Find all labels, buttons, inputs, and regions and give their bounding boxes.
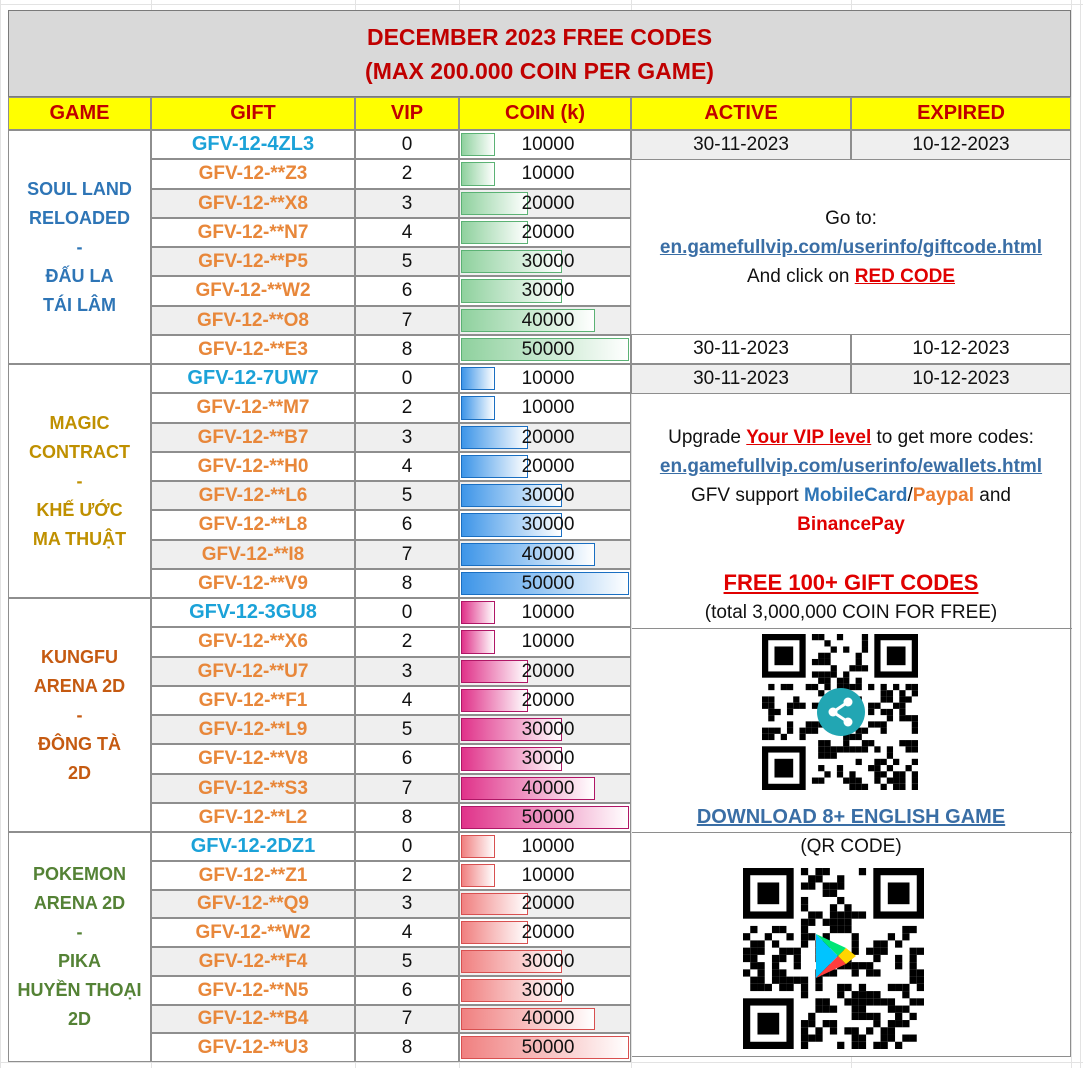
vip-level: 7 bbox=[355, 306, 459, 335]
gift-code[interactable]: GFV-12-**O8 bbox=[151, 306, 355, 335]
click-line bbox=[747, 262, 955, 291]
header-coin: COIN (k) bbox=[459, 97, 631, 130]
coin-cell bbox=[459, 976, 631, 1005]
date-active-soul-1: 30-11-2023 bbox=[631, 130, 851, 160]
vip-level: 5 bbox=[355, 947, 459, 976]
vip-level: 0 bbox=[355, 598, 459, 627]
vip-level: 6 bbox=[355, 744, 459, 774]
coin-cell bbox=[459, 803, 631, 832]
goto-text: Go to: bbox=[825, 207, 877, 229]
coin-cell bbox=[459, 890, 631, 918]
coin-value: 20000 bbox=[521, 221, 575, 243]
coin-cell bbox=[459, 364, 631, 393]
game-name-line: SOUL LAND bbox=[27, 178, 132, 199]
google-play-icon bbox=[808, 930, 860, 982]
date-expired-magic: 10-12-2023 bbox=[851, 364, 1071, 394]
coin-cell bbox=[459, 947, 631, 976]
vip-level: 7 bbox=[355, 1005, 459, 1033]
coin-value: 10000 bbox=[521, 631, 575, 652]
free-codes-block bbox=[632, 568, 1071, 628]
gift-code[interactable]: GFV-12-**V8 bbox=[151, 744, 355, 774]
date-active-magic: 30-11-2023 bbox=[631, 364, 851, 394]
coin-value: 30000 bbox=[521, 250, 575, 272]
game-name-line: ĐÔNG TÀ bbox=[38, 733, 121, 754]
coin-cell bbox=[459, 627, 631, 657]
header-active: ACTIVE bbox=[631, 97, 851, 130]
gift-code[interactable]: GFV-12-**E3 bbox=[151, 335, 355, 364]
red-code-text: RED CODE bbox=[854, 265, 956, 287]
vip-level: 7 bbox=[355, 774, 459, 803]
coin-cell bbox=[459, 423, 631, 452]
vip-level: 5 bbox=[355, 247, 459, 276]
title-line-1: DECEMBER 2023 FREE CODES bbox=[366, 23, 713, 50]
coin-cell bbox=[459, 744, 631, 774]
vip-level: 8 bbox=[355, 1033, 459, 1062]
coin-cell bbox=[459, 247, 631, 276]
game-name-line: - bbox=[76, 236, 83, 257]
coin-value: 10000 bbox=[521, 163, 575, 184]
gift-code[interactable]: GFV-12-**Z3 bbox=[151, 159, 355, 189]
support-line bbox=[691, 481, 1011, 510]
coin-cell bbox=[459, 306, 631, 335]
gift-code[interactable]: GFV-12-**L2 bbox=[151, 803, 355, 832]
coin-value: 50000 bbox=[521, 806, 575, 828]
game-name-line: CONTRACT bbox=[29, 441, 130, 462]
vip-level: 2 bbox=[355, 393, 459, 423]
vip-level: 0 bbox=[355, 832, 459, 861]
gift-code[interactable]: GFV-12-**N7 bbox=[151, 218, 355, 247]
coin-cell bbox=[459, 510, 631, 540]
gift-code[interactable]: GFV-12-2DZ1 bbox=[151, 832, 355, 861]
game-name-line: HUYỀN THOẠI bbox=[17, 980, 142, 1000]
coin-value: 20000 bbox=[521, 426, 575, 448]
coin-value: 30000 bbox=[521, 718, 575, 740]
gift-code[interactable]: GFV-12-**N5 bbox=[151, 976, 355, 1005]
upgrade-prefix: Upgrade bbox=[668, 427, 747, 448]
game-name-line: 2D bbox=[67, 1009, 91, 1029]
coin-cell bbox=[459, 481, 631, 510]
game-name-3 bbox=[8, 832, 151, 1062]
title-line-2: (MAX 200.000 COIN PER GAME) bbox=[365, 57, 714, 84]
gift-code[interactable]: GFV-12-**P5 bbox=[151, 247, 355, 276]
coin-cell bbox=[459, 686, 631, 715]
vip-level: 3 bbox=[355, 189, 459, 218]
binancepay-text: BinancePay bbox=[797, 514, 905, 535]
game-name-line: RELOADED bbox=[28, 207, 130, 228]
vip-level: 5 bbox=[355, 715, 459, 744]
game-name-line: ARENA 2D bbox=[33, 893, 126, 913]
coin-value: 40000 bbox=[521, 543, 575, 565]
gift-code[interactable]: GFV-12-**W2 bbox=[151, 276, 355, 306]
game-name-line: ARENA 2D bbox=[33, 675, 126, 696]
upgrade-line bbox=[668, 423, 1034, 452]
game-name-line: - bbox=[76, 922, 83, 942]
gift-code[interactable]: GFV-12-4ZL3 bbox=[151, 130, 355, 159]
coin-value: 20000 bbox=[521, 921, 575, 943]
gift-code[interactable]: GFV-12-7UW7 bbox=[151, 364, 355, 393]
vip-level: 4 bbox=[355, 452, 459, 481]
vip-level: 8 bbox=[355, 335, 459, 364]
vip-level: 3 bbox=[355, 423, 459, 452]
gift-code[interactable]: GFV-12-**U7 bbox=[151, 657, 355, 686]
coin-value: 10000 bbox=[521, 397, 575, 418]
game-name-line: MAGIC bbox=[49, 412, 110, 433]
ewallets-link[interactable]: en.gamefullvip.com/userinfo/ewallets.html bbox=[659, 456, 1043, 477]
game-name-2 bbox=[8, 598, 151, 832]
gift-code[interactable]: GFV-12-**X6 bbox=[151, 627, 355, 657]
vip-level: 0 bbox=[355, 130, 459, 159]
vip-level: 4 bbox=[355, 918, 459, 947]
vip-level: 8 bbox=[355, 803, 459, 832]
coin-value: 20000 bbox=[521, 455, 575, 477]
and-text: and bbox=[974, 485, 1011, 506]
coin-value: 50000 bbox=[521, 572, 575, 594]
coin-value: 40000 bbox=[521, 777, 575, 799]
vip-level: 2 bbox=[355, 861, 459, 890]
vip-level: 6 bbox=[355, 276, 459, 306]
game-name-line: POKEMON bbox=[32, 864, 126, 884]
gift-code[interactable]: GFV-12-**I8 bbox=[151, 540, 355, 569]
vip-level: 4 bbox=[355, 686, 459, 715]
coin-cell bbox=[459, 918, 631, 947]
coin-value: 20000 bbox=[521, 893, 575, 914]
giftcode-link[interactable]: en.gamefullvip.com/userinfo/giftcode.html bbox=[659, 236, 1043, 258]
coin-cell bbox=[459, 832, 631, 861]
game-name-line: KHẾ ƯỚC bbox=[36, 499, 123, 520]
coin-cell bbox=[459, 276, 631, 306]
vip-level: 3 bbox=[355, 657, 459, 686]
coin-cell bbox=[459, 189, 631, 218]
vip-level: 0 bbox=[355, 364, 459, 393]
coin-value: 50000 bbox=[521, 338, 575, 360]
game-name-line: - bbox=[76, 704, 83, 725]
gift-code[interactable]: GFV-12-**B7 bbox=[151, 423, 355, 452]
game-name-line: ĐẤU LA bbox=[45, 265, 114, 286]
game-name-line: PIKA bbox=[57, 951, 101, 971]
gift-code[interactable]: GFV-12-**Z1 bbox=[151, 861, 355, 890]
coin-value: 40000 bbox=[521, 309, 575, 331]
coin-cell bbox=[459, 774, 631, 803]
click-prefix: And click on bbox=[746, 265, 855, 287]
free-codes-total: (total 3,000,000 COIN FOR FREE) bbox=[704, 602, 998, 623]
game-name-line: TÁI LÂM bbox=[43, 294, 116, 315]
gift-code[interactable]: GFV-12-**B4 bbox=[151, 1005, 355, 1033]
coin-value: 20000 bbox=[521, 689, 575, 711]
coin-cell bbox=[459, 159, 631, 189]
vip-level: 8 bbox=[355, 569, 459, 598]
coin-cell bbox=[459, 598, 631, 627]
coin-cell bbox=[459, 569, 631, 598]
coin-value: 30000 bbox=[521, 950, 575, 972]
game-name-line: - bbox=[76, 470, 83, 491]
game-name-line: KUNGFU bbox=[41, 646, 118, 667]
coin-value: 10000 bbox=[521, 133, 575, 155]
coin-value: 40000 bbox=[521, 1008, 575, 1029]
game-name-line: MA THUẬT bbox=[32, 528, 127, 549]
coin-cell bbox=[459, 130, 631, 159]
header-game: GAME bbox=[8, 97, 151, 130]
gift-code[interactable]: GFV-12-**H0 bbox=[151, 452, 355, 481]
coin-value: 50000 bbox=[521, 1036, 575, 1058]
gift-code[interactable]: GFV-12-**X8 bbox=[151, 189, 355, 218]
your-vip-level-text: Your VIP level bbox=[746, 427, 872, 448]
header-expired: EXPIRED bbox=[851, 97, 1071, 130]
free-codes-title[interactable]: FREE 100+ GIFT CODES bbox=[723, 570, 979, 595]
coin-cell bbox=[459, 218, 631, 247]
vip-level: 7 bbox=[355, 540, 459, 569]
sheet-title bbox=[8, 10, 1071, 97]
coin-value: 10000 bbox=[521, 864, 575, 886]
game-name-0 bbox=[8, 130, 151, 364]
support-prefix: GFV support bbox=[691, 485, 804, 506]
coin-value: 30000 bbox=[521, 484, 575, 506]
coin-value: 30000 bbox=[521, 514, 575, 535]
date-active-soul-2: 30-11-2023 bbox=[631, 334, 851, 364]
giftcode-instructions bbox=[632, 160, 1071, 334]
vip-level: 6 bbox=[355, 976, 459, 1005]
vip-level: 2 bbox=[355, 159, 459, 189]
game-name-1 bbox=[8, 364, 151, 598]
vip-upgrade-info bbox=[632, 394, 1071, 568]
date-expired-soul-1: 10-12-2023 bbox=[851, 130, 1071, 160]
share-icon bbox=[815, 686, 867, 738]
vip-level: 6 bbox=[355, 510, 459, 540]
qr-code-caption: (QR CODE) bbox=[800, 836, 902, 857]
download-games-link[interactable]: DOWNLOAD 8+ ENGLISH GAME bbox=[696, 806, 1006, 828]
coin-cell bbox=[459, 393, 631, 423]
coin-value: 10000 bbox=[521, 835, 575, 857]
vip-level: 2 bbox=[355, 627, 459, 657]
coin-cell bbox=[459, 335, 631, 364]
vip-level: 3 bbox=[355, 890, 459, 918]
gift-code[interactable]: GFV-12-**F1 bbox=[151, 686, 355, 715]
coin-value: 20000 bbox=[521, 660, 575, 682]
gift-code[interactable]: GFV-12-**V9 bbox=[151, 569, 355, 598]
gift-code[interactable]: GFV-12-**Q9 bbox=[151, 890, 355, 918]
coin-value: 30000 bbox=[521, 979, 575, 1001]
coin-cell bbox=[459, 452, 631, 481]
gift-code[interactable]: GFV-12-**L6 bbox=[151, 481, 355, 510]
mobilecard-text: MobileCard bbox=[804, 485, 908, 506]
coin-cell bbox=[459, 1033, 631, 1062]
vip-level: 5 bbox=[355, 481, 459, 510]
header-vip: VIP bbox=[355, 97, 459, 130]
gift-code[interactable]: GFV-12-**U3 bbox=[151, 1033, 355, 1062]
coin-value: 20000 bbox=[521, 192, 575, 214]
date-expired-soul-2: 10-12-2023 bbox=[851, 334, 1071, 364]
game-name-line: 2D bbox=[67, 762, 91, 783]
coin-cell bbox=[459, 657, 631, 686]
coin-cell bbox=[459, 861, 631, 890]
gift-code[interactable]: GFV-12-**W2 bbox=[151, 918, 355, 947]
slash-text: / bbox=[907, 485, 913, 506]
coin-value: 30000 bbox=[521, 748, 575, 769]
gift-code[interactable]: GFV-12-**F4 bbox=[151, 947, 355, 976]
gift-code[interactable]: GFV-12-**L9 bbox=[151, 715, 355, 744]
header-gift: GIFT bbox=[151, 97, 355, 130]
coin-cell bbox=[459, 1005, 631, 1033]
vip-level: 4 bbox=[355, 218, 459, 247]
coin-cell bbox=[459, 540, 631, 569]
gift-code[interactable]: GFV-12-3GU8 bbox=[151, 598, 355, 627]
gift-code[interactable]: GFV-12-**S3 bbox=[151, 774, 355, 803]
coin-cell bbox=[459, 715, 631, 744]
gift-code[interactable]: GFV-12-**M7 bbox=[151, 393, 355, 423]
coin-value: 10000 bbox=[521, 601, 575, 623]
paypal-text: Paypal bbox=[912, 485, 974, 506]
gift-code[interactable]: GFV-12-**L8 bbox=[151, 510, 355, 540]
upgrade-suffix: to get more codes: bbox=[871, 427, 1034, 448]
coin-value: 10000 bbox=[521, 367, 575, 389]
coin-value: 30000 bbox=[521, 280, 575, 301]
